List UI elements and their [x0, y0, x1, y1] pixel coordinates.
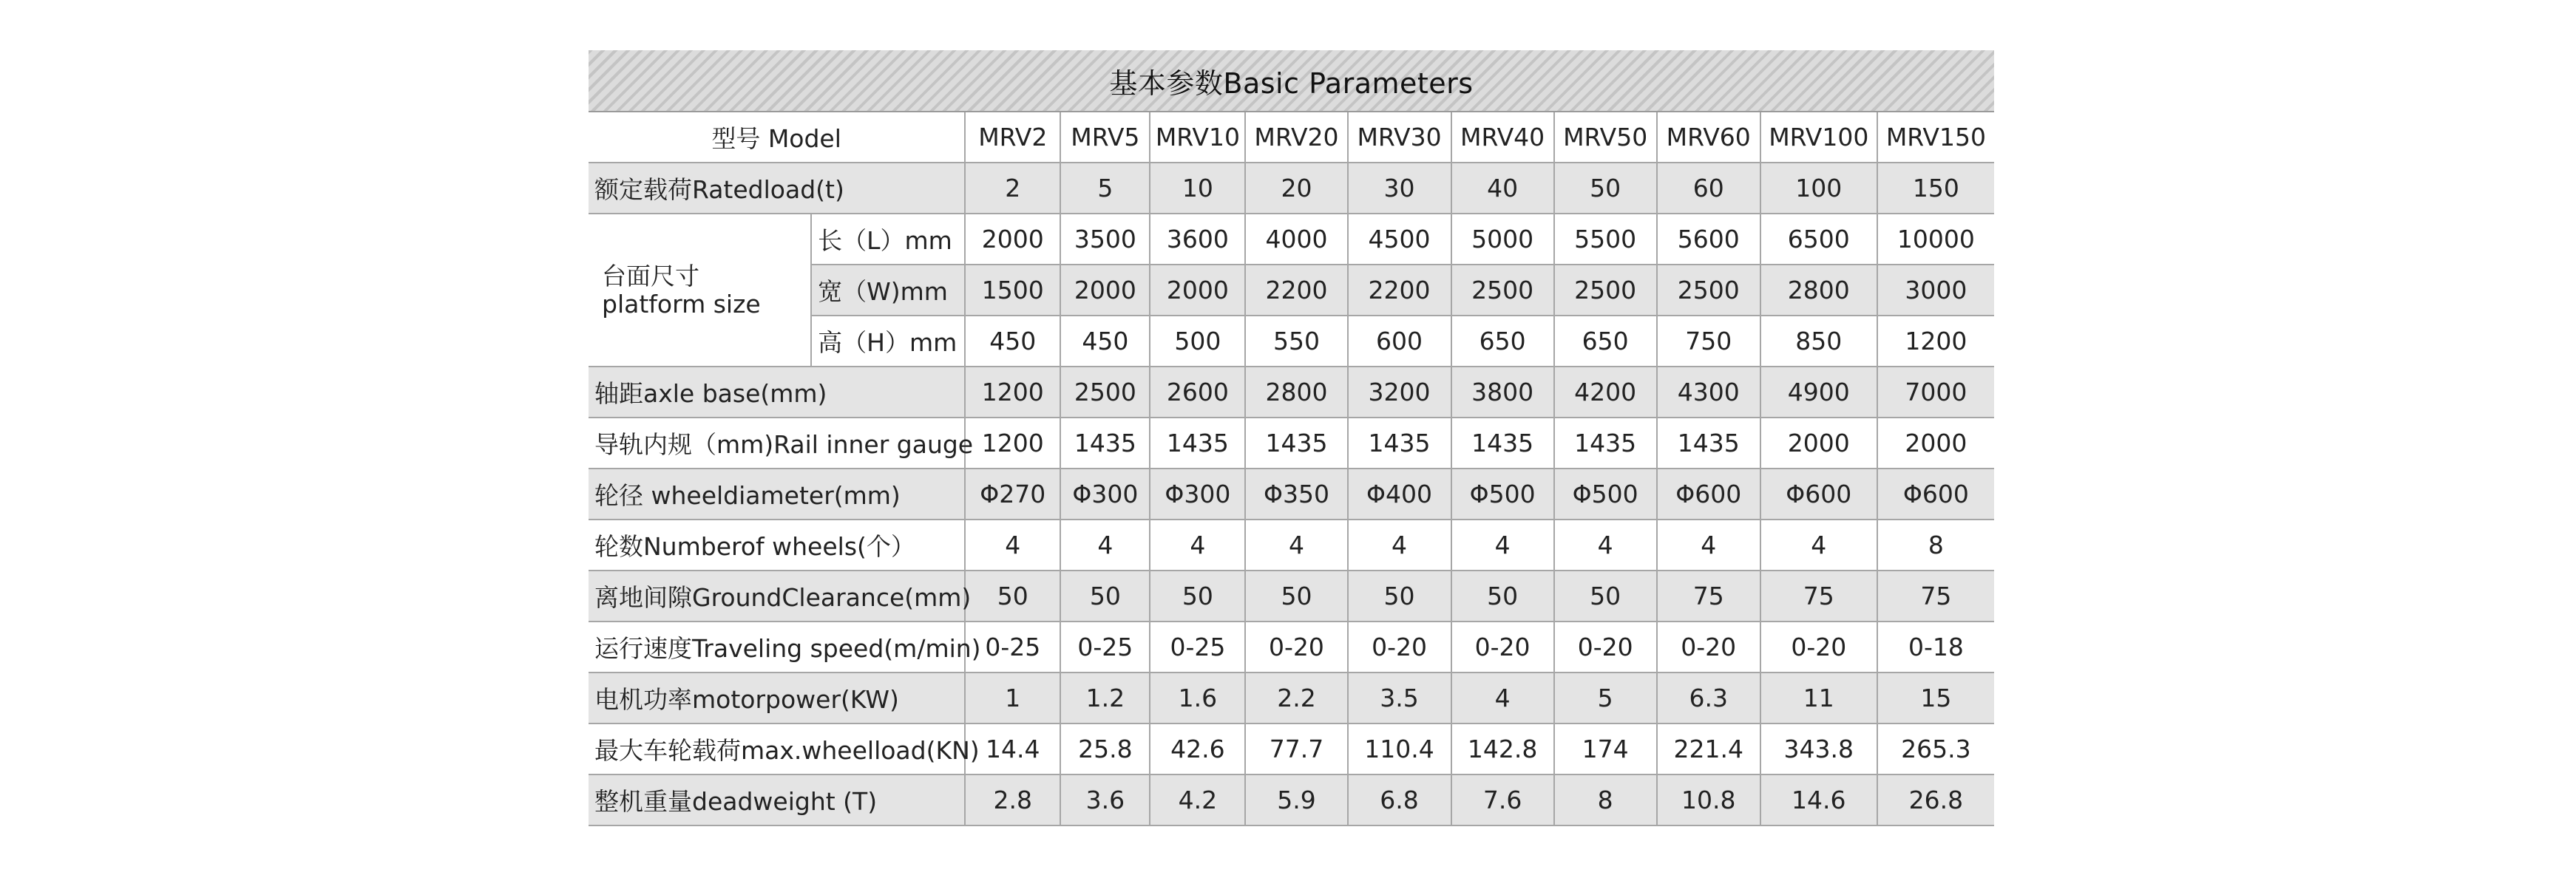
max-wheel-load-cell: 14.4 — [965, 724, 1060, 774]
ground-clearance-cell: 50 — [1245, 571, 1347, 622]
platform-length-cell: 4000 — [1245, 214, 1347, 265]
platform-size-label — [589, 214, 811, 367]
traveling-speed-cell: 0-18 — [1877, 622, 1994, 673]
platform-length-cell: 6500 — [1760, 214, 1877, 265]
platform-width-cell: 3000 — [1877, 265, 1994, 316]
wheel-count-cell: 4 — [1554, 520, 1657, 571]
platform-height-cell: 600 — [1348, 316, 1451, 367]
rail-gauge-cell: 1200 — [965, 418, 1060, 469]
deadweight-cell: 26.8 — [1877, 774, 1994, 825]
basic-parameters-sheet — [589, 50, 1994, 826]
platform-width-cell: 2200 — [1348, 265, 1451, 316]
deadweight-cell: 14.6 — [1760, 774, 1877, 825]
platform-height-cell: 650 — [1451, 316, 1554, 367]
axle-base-row — [589, 367, 1994, 418]
max-wheel-load-cell: 25.8 — [1060, 724, 1150, 774]
model-header-cell: MRV30 — [1348, 112, 1451, 163]
rated-load-row — [589, 163, 1994, 214]
wheel-diameter-cell: Φ300 — [1150, 469, 1245, 520]
wheel-diameter-cell: Φ600 — [1657, 469, 1760, 520]
rail-gauge-cell: 1435 — [1451, 418, 1554, 469]
table-title-bar — [589, 50, 1994, 112]
motor-power-cell: 2.2 — [1245, 673, 1347, 724]
ground-clearance-cell: 50 — [965, 571, 1060, 622]
deadweight-cell: 7.6 — [1451, 774, 1554, 825]
platform-height-cell: 850 — [1760, 316, 1877, 367]
rail-gauge-cell: 2000 — [1877, 418, 1994, 469]
motor-power-cell: 15 — [1877, 673, 1994, 724]
deadweight-cell: 3.6 — [1060, 774, 1150, 825]
rail-gauge-cell: 1435 — [1657, 418, 1760, 469]
model-header-cell: MRV40 — [1451, 112, 1554, 163]
wheel-count-cell: 4 — [965, 520, 1060, 571]
platform-width-cell: 2000 — [1150, 265, 1245, 316]
wheel-count-label: 轮数Numberof wheels(个） — [589, 520, 965, 571]
rated-load-cell: 60 — [1657, 163, 1760, 214]
traveling-speed-cell: 0-20 — [1760, 622, 1877, 673]
max-wheel-load-label: 最大车轮载荷max.wheelload(KN) — [589, 724, 965, 774]
ground-clearance-label: 离地间隙GroundClearance(mm) — [589, 571, 965, 622]
platform-length-cell: 2000 — [965, 214, 1060, 265]
rated-load-cell: 150 — [1877, 163, 1994, 214]
wheel-count-cell: 8 — [1877, 520, 1994, 571]
wheel-diameter-cell: Φ400 — [1348, 469, 1451, 520]
platform-length-row — [589, 214, 1994, 265]
platform-width-cell: 2500 — [1451, 265, 1554, 316]
axle-base-cell: 1200 — [965, 367, 1060, 418]
wheel-count-cell: 4 — [1451, 520, 1554, 571]
deadweight-cell: 5.9 — [1245, 774, 1347, 825]
max-wheel-load-cell: 343.8 — [1760, 724, 1877, 774]
wheel-count-cell: 4 — [1060, 520, 1150, 571]
motor-power-cell: 3.5 — [1348, 673, 1451, 724]
platform-width-cell: 2000 — [1060, 265, 1150, 316]
platform-height-cell: 650 — [1554, 316, 1657, 367]
model-header-cell: MRV20 — [1245, 112, 1347, 163]
wheel-count-row — [589, 520, 1994, 571]
motor-power-row — [589, 673, 1994, 724]
parameters-table-body — [589, 112, 1994, 825]
rated-load-cell: 30 — [1348, 163, 1451, 214]
motor-power-label: 电机功率motorpower(KW) — [589, 673, 965, 724]
model-header-row — [589, 112, 1994, 163]
axle-base-cell: 2600 — [1150, 367, 1245, 418]
rated-load-cell: 50 — [1554, 163, 1657, 214]
max-wheel-load-cell: 110.4 — [1348, 724, 1451, 774]
platform-size-label-en: platform size — [602, 289, 761, 319]
wheel-count-cell: 4 — [1150, 520, 1245, 571]
deadweight-cell: 8 — [1554, 774, 1657, 825]
motor-power-cell: 1.2 — [1060, 673, 1150, 724]
rail-gauge-cell: 2000 — [1760, 418, 1877, 469]
platform-width-label: 宽（W)mm — [811, 265, 965, 316]
platform-width-cell: 2800 — [1760, 265, 1877, 316]
rated-load-cell: 2 — [965, 163, 1060, 214]
model-header-cell: MRV50 — [1554, 112, 1657, 163]
deadweight-cell: 6.8 — [1348, 774, 1451, 825]
axle-base-cell: 4300 — [1657, 367, 1760, 418]
ground-clearance-cell: 50 — [1060, 571, 1150, 622]
platform-length-cell: 3600 — [1150, 214, 1245, 265]
wheel-count-cell: 4 — [1760, 520, 1877, 571]
rail-gauge-row — [589, 418, 1994, 469]
platform-height-cell: 750 — [1657, 316, 1760, 367]
axle-base-cell: 2500 — [1060, 367, 1150, 418]
table-title: 基本参数Basic Parameters — [1109, 67, 1474, 100]
motor-power-cell: 5 — [1554, 673, 1657, 724]
platform-width-cell: 2500 — [1554, 265, 1657, 316]
platform-length-cell: 5000 — [1451, 214, 1554, 265]
wheel-count-cell: 4 — [1657, 520, 1760, 571]
max-wheel-load-row — [589, 724, 1994, 774]
platform-length-cell: 5600 — [1657, 214, 1760, 265]
traveling-speed-row — [589, 622, 1994, 673]
ground-clearance-cell: 50 — [1348, 571, 1451, 622]
axle-base-cell: 4900 — [1760, 367, 1877, 418]
deadweight-cell: 2.8 — [965, 774, 1060, 825]
max-wheel-load-cell: 221.4 — [1657, 724, 1760, 774]
axle-base-cell: 4200 — [1554, 367, 1657, 418]
wheel-diameter-cell: Φ500 — [1451, 469, 1554, 520]
platform-height-cell: 450 — [965, 316, 1060, 367]
platform-length-cell: 4500 — [1348, 214, 1451, 265]
traveling-speed-cell: 0-20 — [1554, 622, 1657, 673]
platform-height-label: 高（H）mm — [811, 316, 965, 367]
axle-base-cell: 3200 — [1348, 367, 1451, 418]
platform-length-label: 长（L）mm — [811, 214, 965, 265]
traveling-speed-cell: 0-25 — [965, 622, 1060, 673]
model-header-cell: MRV5 — [1060, 112, 1150, 163]
max-wheel-load-cell: 77.7 — [1245, 724, 1347, 774]
model-header-cell: MRV10 — [1150, 112, 1245, 163]
max-wheel-load-cell: 142.8 — [1451, 724, 1554, 774]
ground-clearance-row — [589, 571, 1994, 622]
ground-clearance-cell: 75 — [1877, 571, 1994, 622]
rated-load-cell: 5 — [1060, 163, 1150, 214]
rated-load-cell: 20 — [1245, 163, 1347, 214]
motor-power-cell: 6.3 — [1657, 673, 1760, 724]
wheel-count-cell: 4 — [1245, 520, 1347, 571]
wheel-diameter-label: 轮径 wheeldiameter(mm) — [589, 469, 965, 520]
wheel-diameter-cell: Φ300 — [1060, 469, 1150, 520]
max-wheel-load-cell: 42.6 — [1150, 724, 1245, 774]
traveling-speed-cell: 0-25 — [1150, 622, 1245, 673]
max-wheel-load-cell: 174 — [1554, 724, 1657, 774]
axle-base-cell: 2800 — [1245, 367, 1347, 418]
platform-height-cell: 550 — [1245, 316, 1347, 367]
wheel-diameter-cell: Φ350 — [1245, 469, 1347, 520]
platform-height-cell: 450 — [1060, 316, 1150, 367]
platform-width-cell: 2500 — [1657, 265, 1760, 316]
ground-clearance-cell: 50 — [1150, 571, 1245, 622]
traveling-speed-cell: 0-25 — [1060, 622, 1150, 673]
platform-height-cell: 500 — [1150, 316, 1245, 367]
rail-gauge-cell: 1435 — [1060, 418, 1150, 469]
rated-load-cell: 10 — [1150, 163, 1245, 214]
wheel-count-cell: 4 — [1348, 520, 1451, 571]
traveling-speed-cell: 0-20 — [1451, 622, 1554, 673]
wheel-diameter-cell: Φ600 — [1877, 469, 1994, 520]
traveling-speed-cell: 0-20 — [1657, 622, 1760, 673]
ground-clearance-cell: 75 — [1760, 571, 1877, 622]
platform-width-cell: 2200 — [1245, 265, 1347, 316]
axle-base-cell: 3800 — [1451, 367, 1554, 418]
traveling-speed-cell: 0-20 — [1245, 622, 1347, 673]
ground-clearance-cell: 50 — [1451, 571, 1554, 622]
model-header-cell: MRV60 — [1657, 112, 1760, 163]
model-header-cell: MRV100 — [1760, 112, 1877, 163]
traveling-speed-cell: 0-20 — [1348, 622, 1451, 673]
platform-size-label-cn: 台面尺寸 — [602, 261, 699, 290]
platform-width-cell: 1500 — [965, 265, 1060, 316]
ground-clearance-cell: 75 — [1657, 571, 1760, 622]
wheel-diameter-cell: Φ600 — [1760, 469, 1877, 520]
platform-length-cell: 10000 — [1877, 214, 1994, 265]
rail-gauge-label: 导轨内规（mm)Rail inner gauge — [589, 418, 965, 469]
traveling-speed-label: 运行速度Traveling speed(m/min) — [589, 622, 965, 673]
wheel-diameter-cell: Φ500 — [1554, 469, 1657, 520]
deadweight-label: 整机重量deadweight (T) — [589, 774, 965, 825]
motor-power-cell: 1.6 — [1150, 673, 1245, 724]
deadweight-cell: 4.2 — [1150, 774, 1245, 825]
motor-power-cell: 4 — [1451, 673, 1554, 724]
model-header-cell: MRV2 — [965, 112, 1060, 163]
platform-length-cell: 5500 — [1554, 214, 1657, 265]
wheel-diameter-cell: Φ270 — [965, 469, 1060, 520]
rated-load-cell: 100 — [1760, 163, 1877, 214]
wheel-diameter-row — [589, 469, 1994, 520]
deadweight-cell: 10.8 — [1657, 774, 1760, 825]
rail-gauge-cell: 1435 — [1554, 418, 1657, 469]
max-wheel-load-cell: 265.3 — [1877, 724, 1994, 774]
deadweight-row — [589, 774, 1994, 825]
rated-load-label: 额定载荷Ratedload(t) — [589, 163, 965, 214]
rail-gauge-cell: 1435 — [1348, 418, 1451, 469]
platform-height-cell: 1200 — [1877, 316, 1994, 367]
ground-clearance-cell: 50 — [1554, 571, 1657, 622]
motor-power-cell: 1 — [965, 673, 1060, 724]
axle-base-label: 轴距axle base(mm) — [589, 367, 965, 418]
axle-base-cell: 7000 — [1877, 367, 1994, 418]
model-header-label: 型号 Model — [589, 112, 965, 163]
rail-gauge-cell: 1435 — [1150, 418, 1245, 469]
rail-gauge-cell: 1435 — [1245, 418, 1347, 469]
parameters-table — [589, 112, 1994, 826]
model-header-cell: MRV150 — [1877, 112, 1994, 163]
platform-length-cell: 3500 — [1060, 214, 1150, 265]
rated-load-cell: 40 — [1451, 163, 1554, 214]
motor-power-cell: 11 — [1760, 673, 1877, 724]
